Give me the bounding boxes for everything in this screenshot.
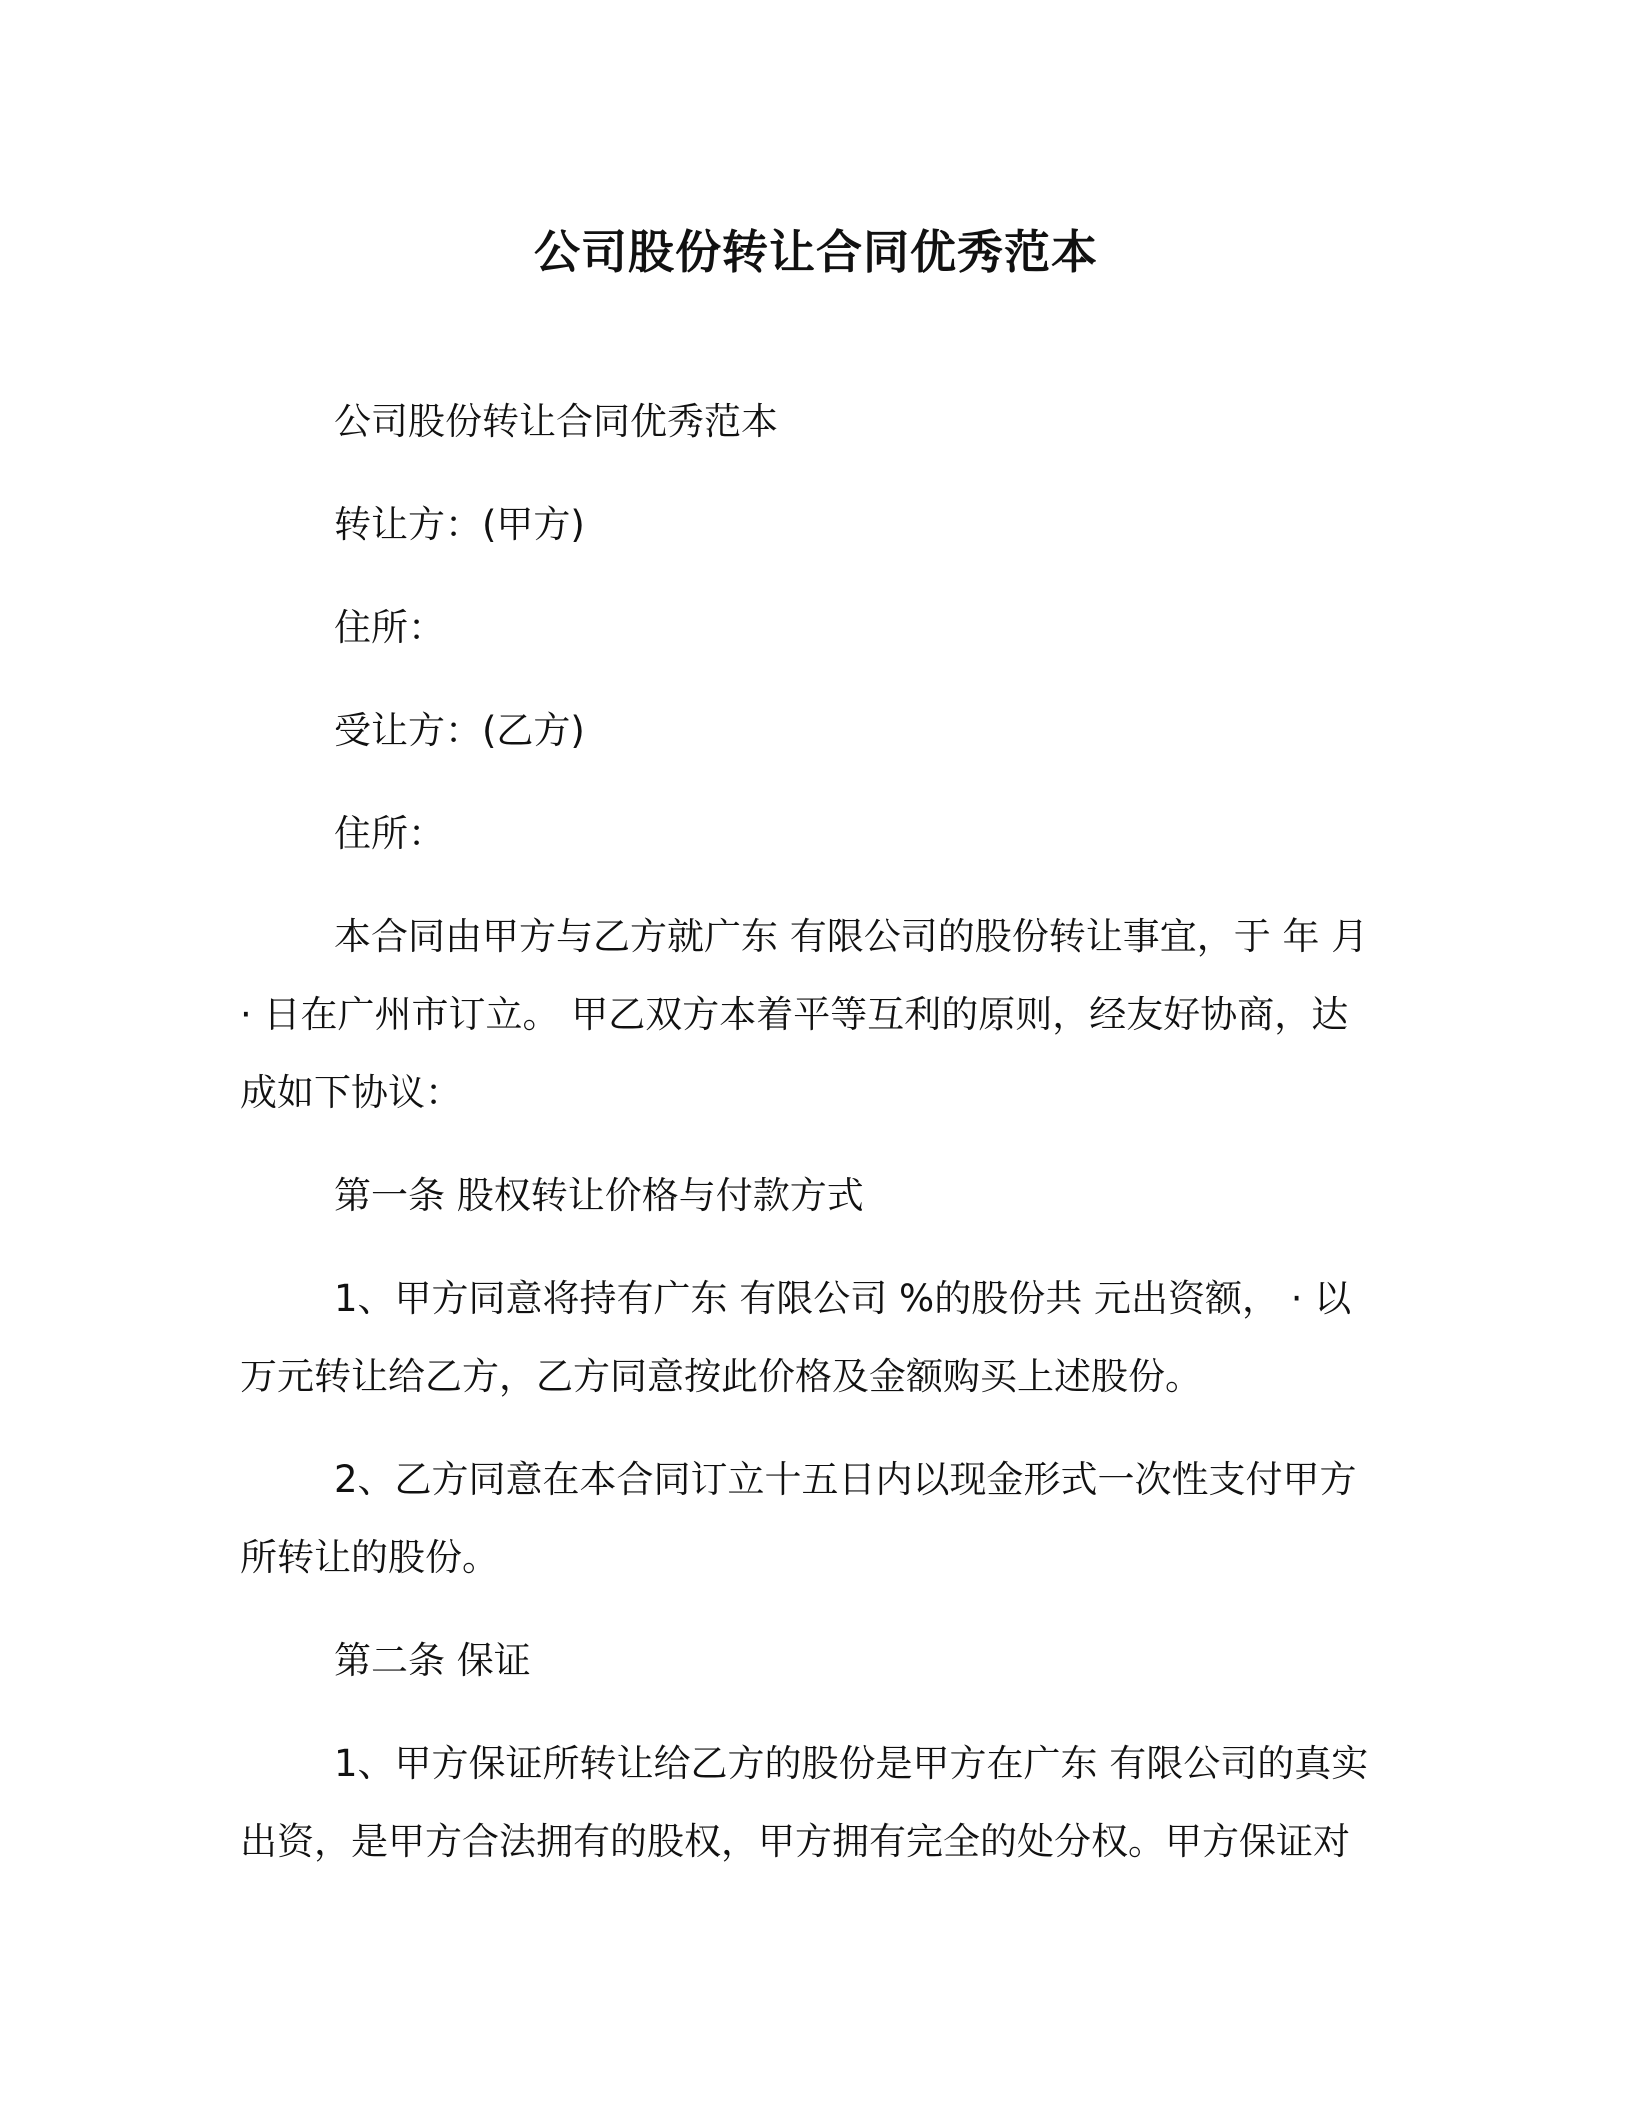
preamble-line-2: · 日在广州市订立。 甲乙双方本着平等互利的原则，经友好协商，达 xyxy=(240,993,1349,1036)
transferor-line: 转让方：(甲方) xyxy=(334,503,585,546)
article-1-clause-2-line-1: 2、乙方同意在本合同订立十五日内以现金形式一次性支付甲方 xyxy=(334,1458,1357,1501)
preamble-line-1: 本合同由甲方与乙方就广东 有限公司的股份转让事宜，于 年 月 xyxy=(334,915,1369,958)
article-2-heading: 第二条 保证 xyxy=(334,1639,531,1682)
article-1-heading: 第一条 股权转让价格与付款方式 xyxy=(334,1174,864,1217)
article-1-clause-2-line-2: 所转让的股份。 xyxy=(240,1536,499,1579)
transferor-address-line: 住所： xyxy=(334,606,445,649)
transferee-line: 受让方：(乙方) xyxy=(334,709,585,752)
article-2-clause-1-line-1: 1、甲方保证所转让给乙方的股份是甲方在广东 有限公司的真实 xyxy=(334,1742,1369,1785)
article-1-clause-1-line-1: 1、甲方同意将持有广东 有限公司 %的股份共 元出资额， · 以 xyxy=(334,1277,1352,1320)
article-2-clause-1-line-2: 出资，是甲方合法拥有的股权，甲方拥有完全的处分权。甲方保证对 xyxy=(240,1820,1350,1863)
preamble-line-3: 成如下协议： xyxy=(240,1071,462,1114)
document-title: 公司股份转让合同优秀范本 xyxy=(534,225,1098,279)
transferee-address-line: 住所： xyxy=(334,812,445,855)
article-1-clause-1-line-2: 万元转让给乙方，乙方同意按此价格及金额购买上述股份。 xyxy=(240,1355,1202,1398)
subtitle-line: 公司股份转让合同优秀范本 xyxy=(334,400,778,443)
